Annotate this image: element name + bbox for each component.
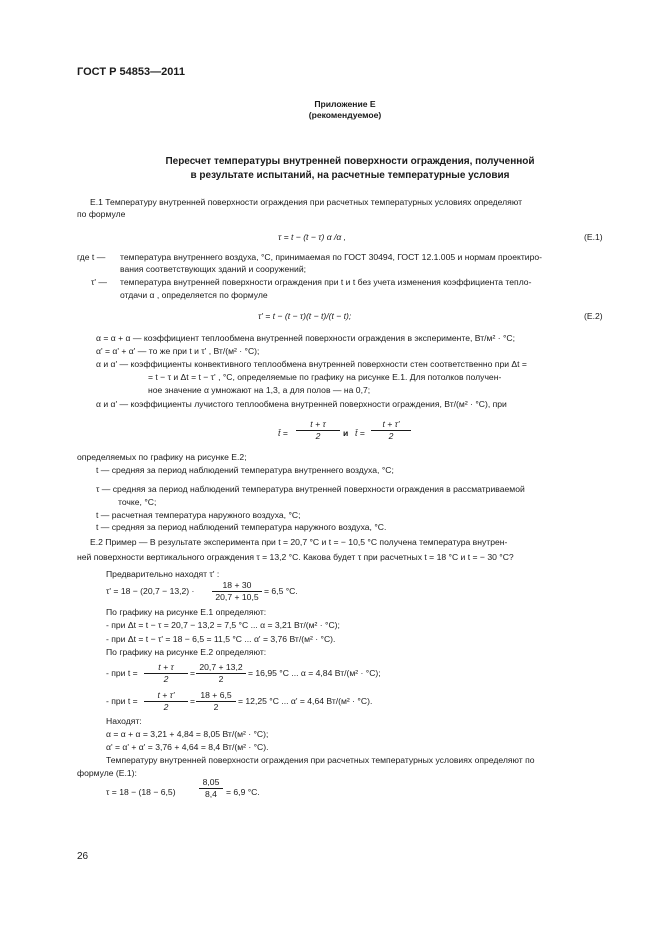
- where-2-lead: τ' —: [91, 277, 108, 287]
- def-alpha-int-prime: α' = α' + α' — то же при t и τ' , Вт/(м² · °С);: [96, 346, 260, 356]
- def-alpha-c-line1: α и α' — коэффициенты конвективного теплообмена внутренней поверхности стен соответственно при Δt =: [96, 359, 527, 369]
- graph1-b: - при Δt = t − τ' = 18 − 6,5 = 11,5 °С ... α' = 3,76 Вт/(м² · °С).: [106, 634, 336, 644]
- mean-temp-fraction-1: $\frac{t + \tau}{2}$: [296, 419, 340, 442]
- calc1-lhs: τ' = 18 − (20,7 − 13,2) ·: [106, 586, 195, 596]
- section-heading-line2: в результате испытаний, на расчетные температурные условия: [190, 170, 510, 181]
- def-t-ext: t — расчетная температура наружного воздуха, °С;: [96, 510, 301, 520]
- formula-e1: τ = t − (t − τ) α /α ,: [278, 232, 347, 242]
- def-alpha-int: α = α + α — коэффициент теплообмена внутренней поверхности ограждения в эксперименте, Вт/м² · °С;: [96, 333, 515, 343]
- final-denominator: 8,4: [205, 789, 217, 799]
- calc1-fraction: [212, 580, 262, 603]
- where-1-lead: где t —: [77, 252, 106, 262]
- find-alpha-int: α = α + α = 3,21 + 4,84 = 8,05 Вт/(м² · °С);: [106, 729, 269, 739]
- mean-temp-formula-1: t̄ =: [278, 428, 288, 438]
- where-1-text: температура внутреннего воздуха, °С, принимаемая по ГОСТ 30494, ГОСТ 12.1.005 и нормам проектиро-: [120, 252, 542, 262]
- def-tau-int-exp-line1: τ — средняя за период наблюдений температура внутренней поверхности ограждения в рассматриваемой: [96, 484, 525, 494]
- final-result: = 6,9 °С.: [226, 787, 260, 797]
- graph2-b-eq: =: [190, 696, 196, 706]
- calc1-denominator: 20,7 + 10,5: [215, 592, 259, 602]
- graph2-a-fraction2: $\frac{20,7 + 13,2}{2}$: [196, 662, 246, 685]
- graph2-b-fraction2: $\frac{18 + 6,5}{2}$: [196, 690, 236, 713]
- calc1-numerator: 18 + 30: [212, 580, 262, 592]
- where-2-text: температура внутренней поверхности ограждения при t и t без учета изменения коэффициента тепло-: [120, 277, 532, 287]
- graph2-b-result: = 12,25 °С ... α' = 4,64 Вт/(м² · °С).: [238, 696, 373, 706]
- appendix-title: Приложение Е: [314, 99, 376, 109]
- mean-temp-fraction-2: $\frac{t + \tau'}{2}$: [371, 419, 411, 442]
- def-alpha-c-line2: = t − τ и Δt = t − τ' , °С, определяемые по графику на рисунке Е.1. Для потолков получен-: [148, 372, 502, 382]
- find-intro: Находят:: [106, 716, 142, 726]
- final-lhs: τ = 18 − (18 − 6,5): [106, 787, 176, 797]
- graph1-intro: По графику на рисунке Е.1 определяют:: [106, 607, 267, 617]
- mean-temp-and: и: [343, 428, 349, 438]
- document-header: ГОСТ Р 54853—2011: [77, 66, 185, 78]
- formula-e2-number: (Е.2): [584, 311, 603, 321]
- paragraph-e1-line2: по формуле: [77, 209, 126, 219]
- page-number: 26: [77, 851, 89, 862]
- graph2-a-result: = 16,95 °С ... α = 4,84 Вт/(м² · °С);: [248, 668, 381, 678]
- graph1-a: - при Δt = t − τ = 20,7 − 13,2 = 7,5 °С ... α = 3,21 Вт/(м² · °С);: [106, 620, 340, 630]
- paragraph-e1-line1: Е.1 Температуру внутренней поверхности ограждения при расчетных температурных условиях определяют: [90, 197, 523, 207]
- conclusion-line2: формуле (Е.1):: [77, 768, 137, 778]
- example-line1: Е.2 Пример — В результате эксперимента при t = 20,7 °С и t = − 10,5 °С получена температура внутрен-: [90, 537, 508, 547]
- formula-e2: τ' = t − (t − τ)(t − t)/(t − t);: [258, 311, 352, 321]
- appendix-subtitle: (рекомендуемое): [308, 110, 382, 120]
- def-tau-int-exp-line2: точке, °С;: [118, 497, 157, 507]
- where-2-cont: отдачи α , определяется по формуле: [120, 290, 268, 300]
- graph2-intro: По графику на рисунке Е.2 определяют:: [106, 647, 267, 657]
- find-alpha-int-prime: α' = α' + α' = 3,76 + 4,64 = 8,4 Вт/(м² · °С).: [106, 742, 269, 752]
- where-1-cont: вания соответствующих зданий и сооружений;: [120, 264, 307, 274]
- section-heading-line1: Пересчет температуры внутренней поверхности ограждения, полученной: [165, 156, 535, 167]
- calc1-result: = 6,5 °С.: [264, 586, 298, 596]
- mean-temp-formula-2: t̄ =: [355, 428, 365, 438]
- formula-e1-number: (Е.1): [584, 232, 603, 242]
- example-pre: Предварительно находят τ' :: [106, 569, 220, 579]
- final-fraction: [199, 777, 223, 800]
- conclusion-line1: Температуру внутренней поверхности ограждения при расчетных температурных условиях определяют по: [106, 755, 535, 765]
- def-t-int-exp: t — средняя за период наблюдений температура внутреннего воздуха, °С;: [96, 465, 394, 475]
- def-alpha-c-line3: ное значение α умножают на 1,3, а для полов — на 0,7;: [148, 385, 371, 395]
- graph2-a-fraction1: $\frac{t + \tau}{2}$: [144, 662, 188, 685]
- graph2-a-eq: =: [190, 668, 196, 678]
- graph2-b-fraction1: $\frac{t + \tau'}{2}$: [144, 690, 188, 713]
- graph2-a-pre: - при t =: [106, 668, 138, 678]
- def-t-ext-exp: t — средняя за период наблюдений температура наружного воздуха, °С.: [96, 522, 387, 532]
- def-alpha-r: α и α' — коэффициенты лучистого теплообмена внутренней поверхности ограждения, Вт/(м² · °С), при: [96, 399, 507, 409]
- def-graph-ref: определяемых по графику на рисунке Е.2;: [77, 452, 247, 462]
- example-line2: ней поверхности вертикального ограждения τ = 13,2 °С. Какова будет τ при расчетных t = 18 °С и t = − 30 °С?: [77, 552, 514, 562]
- final-numerator: 8,05: [199, 777, 223, 789]
- graph2-b-pre: - при t =: [106, 696, 138, 706]
